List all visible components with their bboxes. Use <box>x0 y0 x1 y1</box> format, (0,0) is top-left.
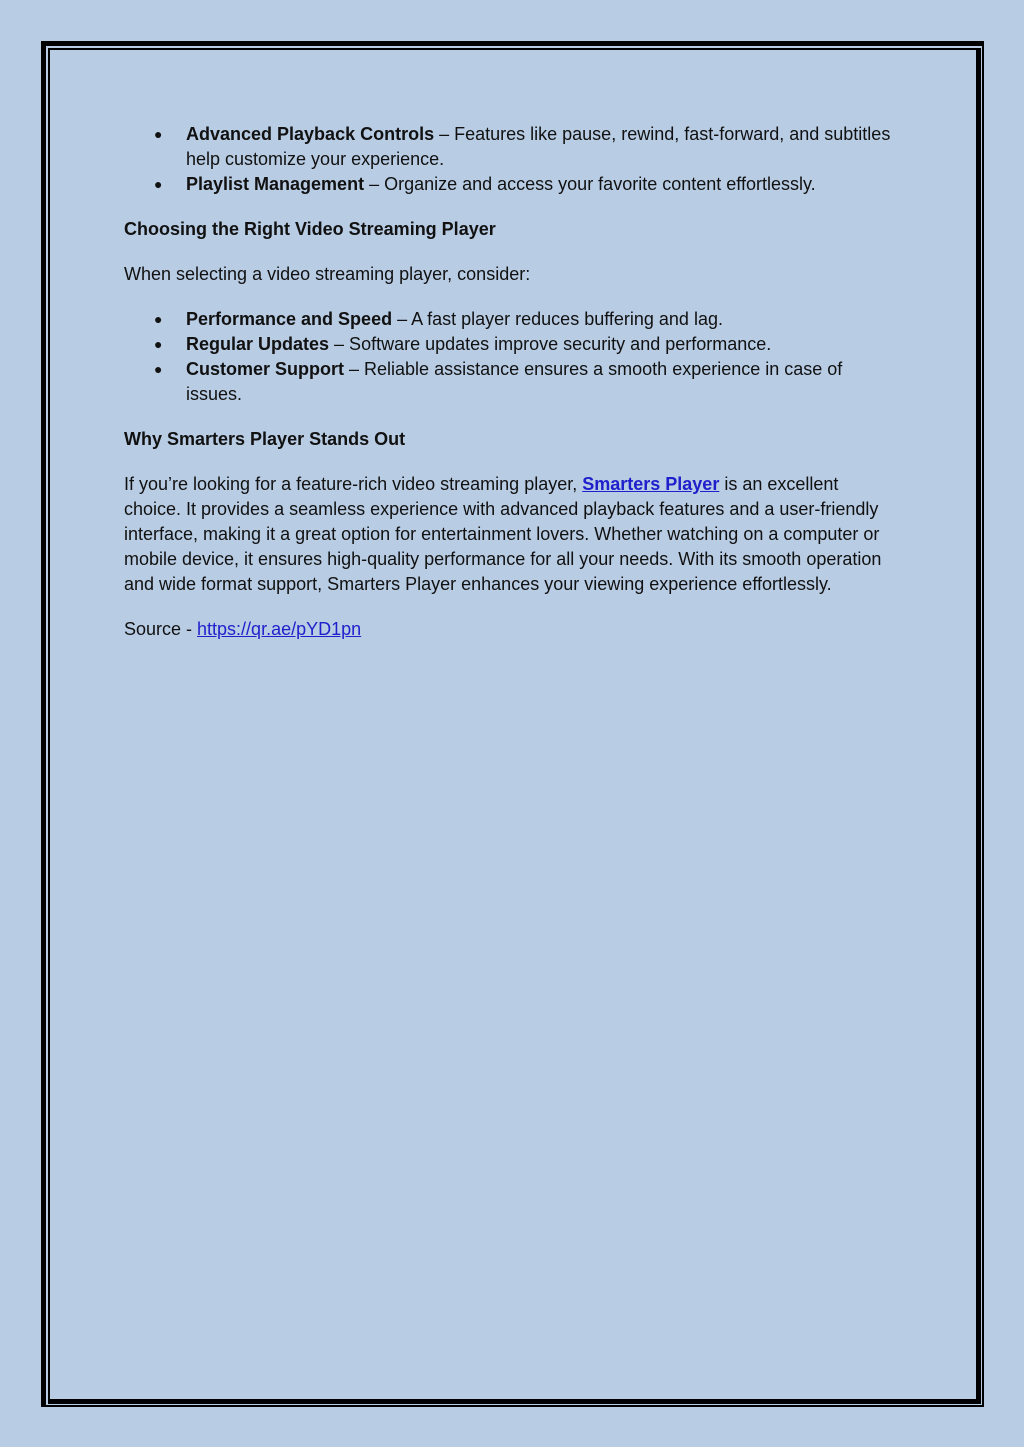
list-item <box>124 172 894 197</box>
why-text-post: is an excellent choice. It provides a seamless experience with advanced playback features and a user-friendly interface, making it a great option for entertainment lovers. Whether watching on a computer or mobile device, it ensures high-quality performance for all your needs. With its smooth operation and wide format support, Smarters Player enhances your viewing experience effortlessly. <box>124 474 882 594</box>
document-content <box>124 122 894 642</box>
item-title: Playlist Management <box>186 174 365 194</box>
item-title: Performance and Speed <box>186 309 393 329</box>
choosing-intro: When selecting a video streaming player, consider: <box>124 264 531 284</box>
list-item <box>124 357 894 407</box>
item-title: Customer Support <box>186 359 345 379</box>
why-text-pre: If you’re looking for a feature-rich video streaming player, <box>124 474 583 494</box>
item-text: – Reliable assistance ensures a smooth experience in case of issues. <box>186 359 843 404</box>
item-text: – Features like pause, rewind, fast-forward, and subtitles help customize your experience. <box>186 124 891 169</box>
bullet-icon: ● <box>154 361 163 377</box>
bullet-icon: ● <box>154 311 163 327</box>
bullet-icon: ● <box>154 126 163 142</box>
why-paragraph <box>124 472 894 597</box>
item-text: – Organize and access your favorite content effortlessly. <box>364 174 816 194</box>
source-label: Source - <box>124 619 198 639</box>
source-line <box>124 617 894 642</box>
source-link[interactable]: https://qr.ae/pYD1pn <box>197 619 362 639</box>
section-heading-why: Why Smarters Player Stands Out <box>124 429 406 449</box>
item-text: – Software updates improve security and performance. <box>329 334 772 354</box>
item-text: – A fast player reduces buffering and lag. <box>392 309 723 329</box>
section-heading-choosing: Choosing the Right Video Streaming Player <box>124 219 496 239</box>
list-item <box>124 307 894 332</box>
list-item <box>124 332 894 357</box>
considerations-list <box>124 307 894 407</box>
bullet-icon: ● <box>154 336 163 352</box>
features-list <box>124 122 894 197</box>
bullet-icon: ● <box>154 176 163 192</box>
list-item <box>124 122 894 172</box>
item-title: Regular Updates <box>186 334 330 354</box>
smarters-player-link[interactable]: Smarters Player <box>582 474 720 494</box>
item-title: Advanced Playback Controls <box>186 124 435 144</box>
